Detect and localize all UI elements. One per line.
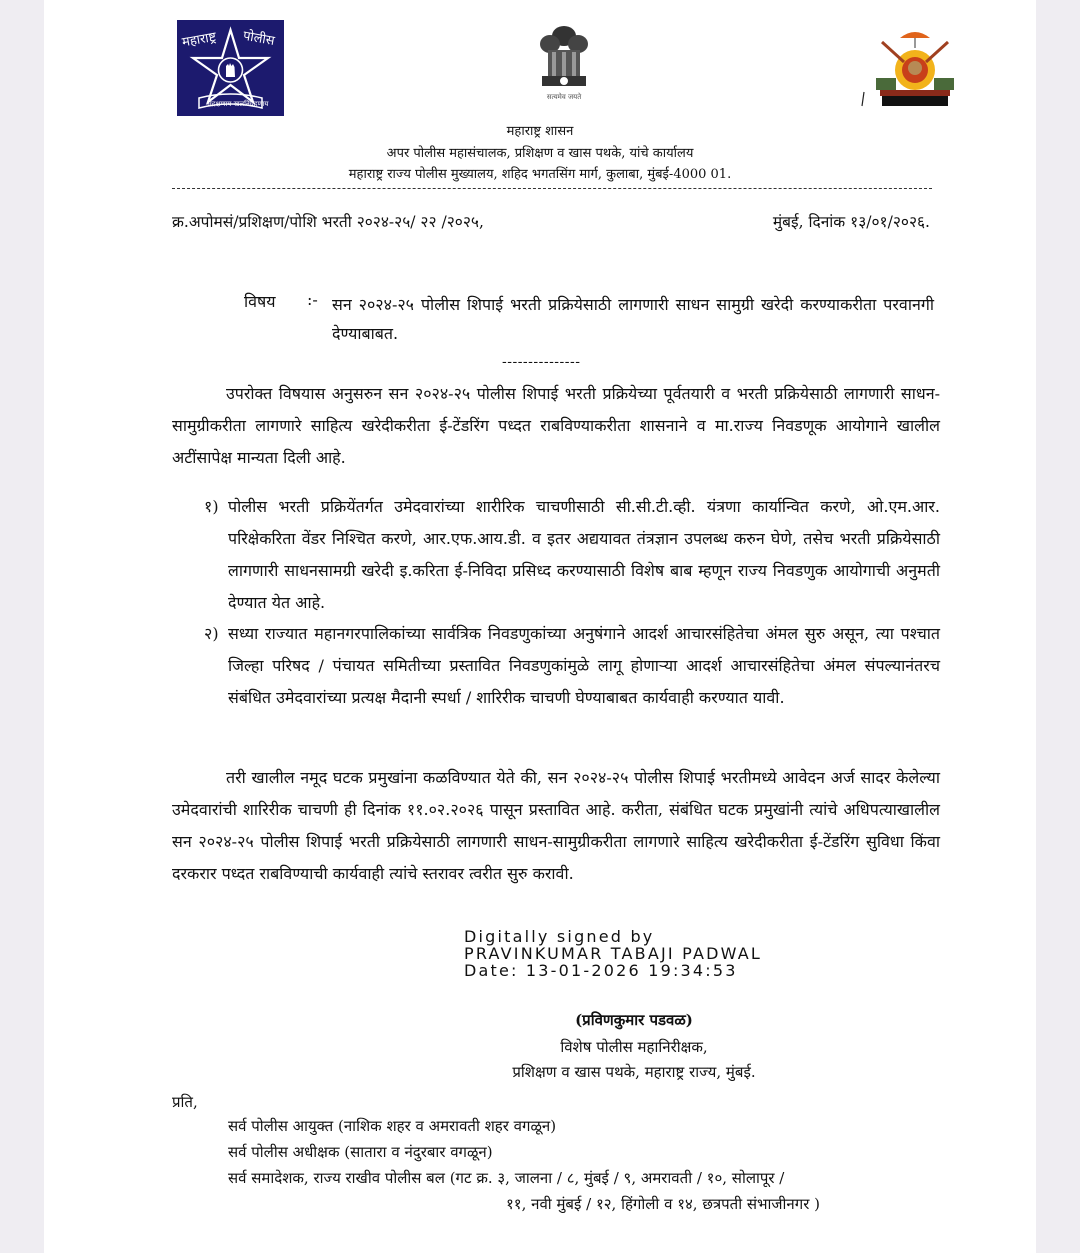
emblem-motto: सत्यमेव जयते [546,93,582,101]
subject-text: सन २०२४-२५ पोलीस शिपाई भरती प्रक्रियेसाठी लागणारी साधन सामुग्री खरेदी करण्याकरीता परवानगी देण्याबाबत. [332,295,934,343]
recipient-item: सर्व पोलीस आयुक्त (नाशिक शहर व अमरावती शहर वगळून) [228,1117,557,1135]
national-emblem [534,22,594,118]
ashoka-emblem-icon [534,22,594,118]
signature-line-3: Date: 13-01-2026 19:34:53 [464,961,738,980]
subject-label: विषय [244,292,276,311]
shivaji-rajmudra-emblem-icon [860,26,970,110]
condition-text: पोलीस भरती प्रक्रियेंतर्गत उमेदवारांच्या शारीरिक चाचणीसाठी सी.सी.टी.व्ही. यंत्रणा कार्यान्वित करणे, ओ.एम.आर. परिक्षेकरिता वेंडर निश्चित करणे, आर.एफ.आय.डी. व इतर अद्ययावत तंत्रज्ञान उपलब्ध करुन घेणे, तसेच भरती प्रक्रियेसाठी लागणारी साधनसामग्री खरेदी इ.करिता ई-निविदा प्रसिध्द करण्यासाठी विशेष बाब म्हणून राज्य निवडणुक आयोगाची अनुमती देण्यात येत आहे. [228,497,940,612]
condition-item [204,618,940,714]
signature-line-2: PRAVINKUMAR TABAJI PADWAL [464,944,763,963]
recipient-item-continued: ११, नवी मुंबई / १२, हिंगोली व १४, छत्रपती संभाजीनगर ) [506,1195,820,1213]
subject-separator: :- [307,290,318,309]
document-page [44,0,1036,1253]
condition-item [204,491,940,619]
logo-motto: सद्रक्षणाय खलनिग्रहणाय [207,100,269,108]
condition-text: सध्या राज्यात महानगरपालिकांच्या सार्वत्रिक निवडणुकांच्या अनुषंगाने आदर्श आचारसंहितेचा अंमल सुरु असून, त्या पश्चात जिल्हा परिषद / पंचायत समितीच्या प्रस्तावित निवडणुकांमुळे लागू होणाऱ्या आदर्श आचारसंहितेचा अंमल संपल्यानंतरच संबंधित उमेदवारांच्या प्रत्यक्ष मैदानी स्पर्धा / शारिरीक चाचणी घेण्याबाबत कार्यवाही करण्यात यावी. [228,624,940,707]
header-government-name: महाराष्ट्र शासन [506,124,574,139]
condition-number: १) [204,497,219,516]
place-date: मुंबई, दिनांक १३/०१/२०२६. [772,213,930,231]
rajmudra-logo [860,26,970,110]
maharashtra-police-logo [177,20,284,116]
logo-top-text-right: पोलीस [241,28,276,49]
signatory-department: प्रशिक्षण व खास पथके, महाराष्ट्र राज्य, मुंबई. [512,1063,756,1081]
logo-top-text-left: महाराष्ट्र [181,29,218,51]
digital-signature-stamp [464,928,762,979]
maharashtra-police-star-icon [177,20,284,116]
signatory-designation: विशेष पोलीस महानिरीक्षक, [560,1038,708,1056]
header-office-name: अपर पोलीस महासंचालक, प्रशिक्षण व खास पथके, यांचे कार्यालय [386,146,694,161]
signature-line-1: Digitally signed by [464,927,655,946]
recipient-item: सर्व पोलीस अधीक्षक (सातारा व नंदुरबार वगळून) [228,1143,493,1161]
condition-number: २) [204,624,219,643]
signatory-name: (प्रविणकुमार पडवळ) [575,1011,693,1029]
header-address: महाराष्ट्र राज्य पोलीस मुख्यालय, शहिद भगतसिंग मार्ग, कुलाबा, मुंबई-4000 01. [348,167,732,182]
recipient-item: सर्व समादेशक, राज्य राखीव पोलीस बल (गट क्र. ३, जालना / ८, मुंबई / ९, अमरावती / १०, सोलापूर / [228,1169,785,1187]
reference-number: क्र.अपोमसं/प्रशिक्षण/पोशि भरती २०२४-२५/ २२ /२०२५, [172,213,484,231]
subject-rule: --------------- [502,354,581,370]
intro-paragraph: उपरोक्त विषयास अनुसरुन सन २०२४-२५ पोलीस शिपाई भरती प्रक्रियेच्या पूर्वतयारी व भरती प्रक्रियेसाठी लागणारी साधन-सामुग्रीकरीता लागणारे साहित्य खरेदीकरीता ई-टेंडरिंग पध्दत राबविण्याकरीता शासनाने व मा.राज्य निवडणूक आयोगाने खालील अटींसापेक्ष मान्यता दिली आहे. [172,384,940,467]
recipients-label: प्रति, [172,1093,198,1111]
closing-paragraph: तरी खालील नमूद घटक प्रमुखांना कळविण्यात येते की, सन २०२४-२५ पोलीस शिपाई भरतीमध्ये आवेदन अर्ज सादर केलेल्या उमेदवारांची शारिरीक चाचणी ही दिनांक ११.०२.२०२६ पासून प्रस्तावित आहे. करीता, संबंधित घटक प्रमुखांनी त्यांचे अधिपत्याखालील सन २०२४-२५ पोलीस शिपाई भरती प्रक्रियेसाठी लागणारी साधन-सामुग्रीकरीता लागणारे साहित्य खरेदीकरीता ई-टेंडरिंग सुविधा किंवा दरकरार पध्दत राबविण्याची कार्यवाही त्यांचे स्तरावर त्वरीत सुरु करावी. [172,768,940,883]
header-divider [172,188,932,189]
